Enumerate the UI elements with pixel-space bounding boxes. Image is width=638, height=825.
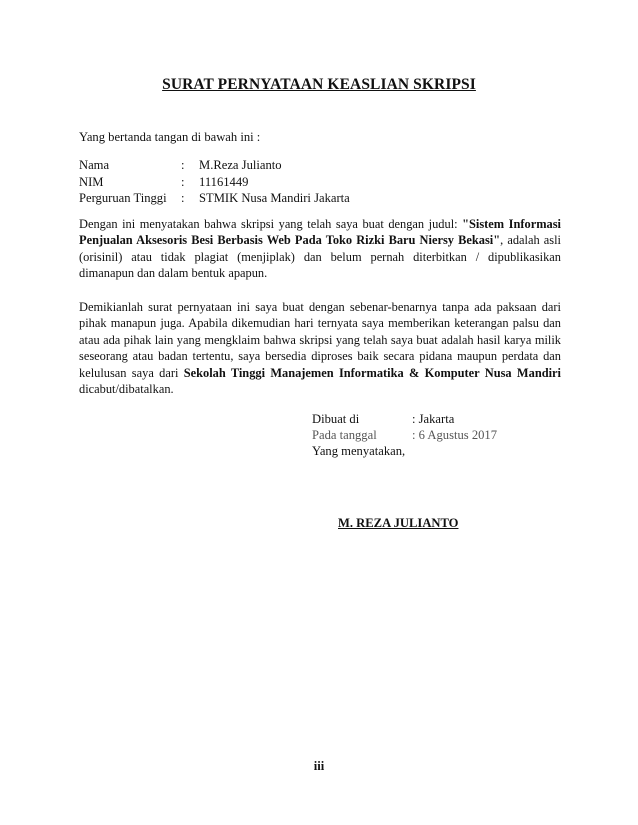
closing-row	[312, 443, 497, 459]
date-value: : 6 Agustus 2017	[412, 428, 498, 442]
page-number: iii	[313, 759, 325, 773]
signature-info-block	[312, 411, 497, 459]
place-value: : Jakarta	[412, 412, 455, 426]
perguruan-tinggi-colon: :	[181, 191, 185, 205]
declaration-paragraph	[79, 299, 561, 397]
nama-colon: :	[181, 158, 185, 172]
identity-row-perguruan-tinggi	[79, 190, 350, 207]
date-label: Pada tanggal	[312, 428, 377, 442]
closing-text: Yang menyatakan,	[312, 444, 406, 458]
perguruan-tinggi-label: Perguruan Tinggi	[79, 191, 167, 205]
identity-row-nama	[79, 157, 350, 174]
statement-paragraph	[79, 216, 561, 282]
intro-text: Yang bertanda tangan di bawah ini :	[79, 130, 261, 144]
date-row	[312, 427, 497, 443]
document-title: SURAT PERNYATAAN KEASLIAN SKRIPSI	[162, 76, 476, 93]
institution-name: Sekolah Tinggi Manajemen Informatika & Komputer Nusa Mandiri	[183, 365, 561, 380]
identity-block	[79, 157, 350, 207]
declaration-text-end: dicabut/dibatalkan.	[79, 382, 174, 397]
nama-value: M.Reza Julianto	[199, 158, 282, 172]
nama-label: Nama	[79, 158, 110, 172]
signer-name: M. REZA JULIANTO	[338, 516, 459, 530]
declaration-text-start: Demikianlah surat pernyataan ini saya buat dengan sebenar-benarnya tanpa ada paksaan dari pihak manapun juga. Apabila dikemudian hari ternyata saya memberikan keterangan palsu dan atau ada pihak lain yang mengklaim bahwa skripsi yang telah saya buat adalah hasil karya milik seseorang atau badan tertentu, saya bersedia diproses baik secara pidana maupun perdata dan kelulusan saya dari	[79, 300, 561, 380]
nim-colon: :	[181, 174, 185, 189]
place-label: Dibuat di	[312, 412, 360, 426]
statement-text-end: , adalah asli (orisinil) atau tidak plagiat (menjiplak) dan belum pernah diterbitkan / dipublikasikan dimanapun dan dalam bentuk apapun.	[79, 233, 561, 281]
identity-row-nim	[79, 174, 350, 191]
thesis-title: "Sistem Informasi Penjualan Aksesoris Besi Berbasis Web Pada Toko Rizki Baru Niersy Bekasi"	[79, 217, 561, 248]
statement-text-start: Dengan ini menyatakan bahwa skripsi yang telah saya buat dengan judul:	[79, 217, 463, 231]
place-row	[312, 411, 497, 427]
nim-value: 11161449	[199, 174, 249, 189]
nim-label: NIM	[79, 174, 104, 189]
perguruan-tinggi-value: STMIK Nusa Mandiri Jakarta	[199, 191, 350, 205]
